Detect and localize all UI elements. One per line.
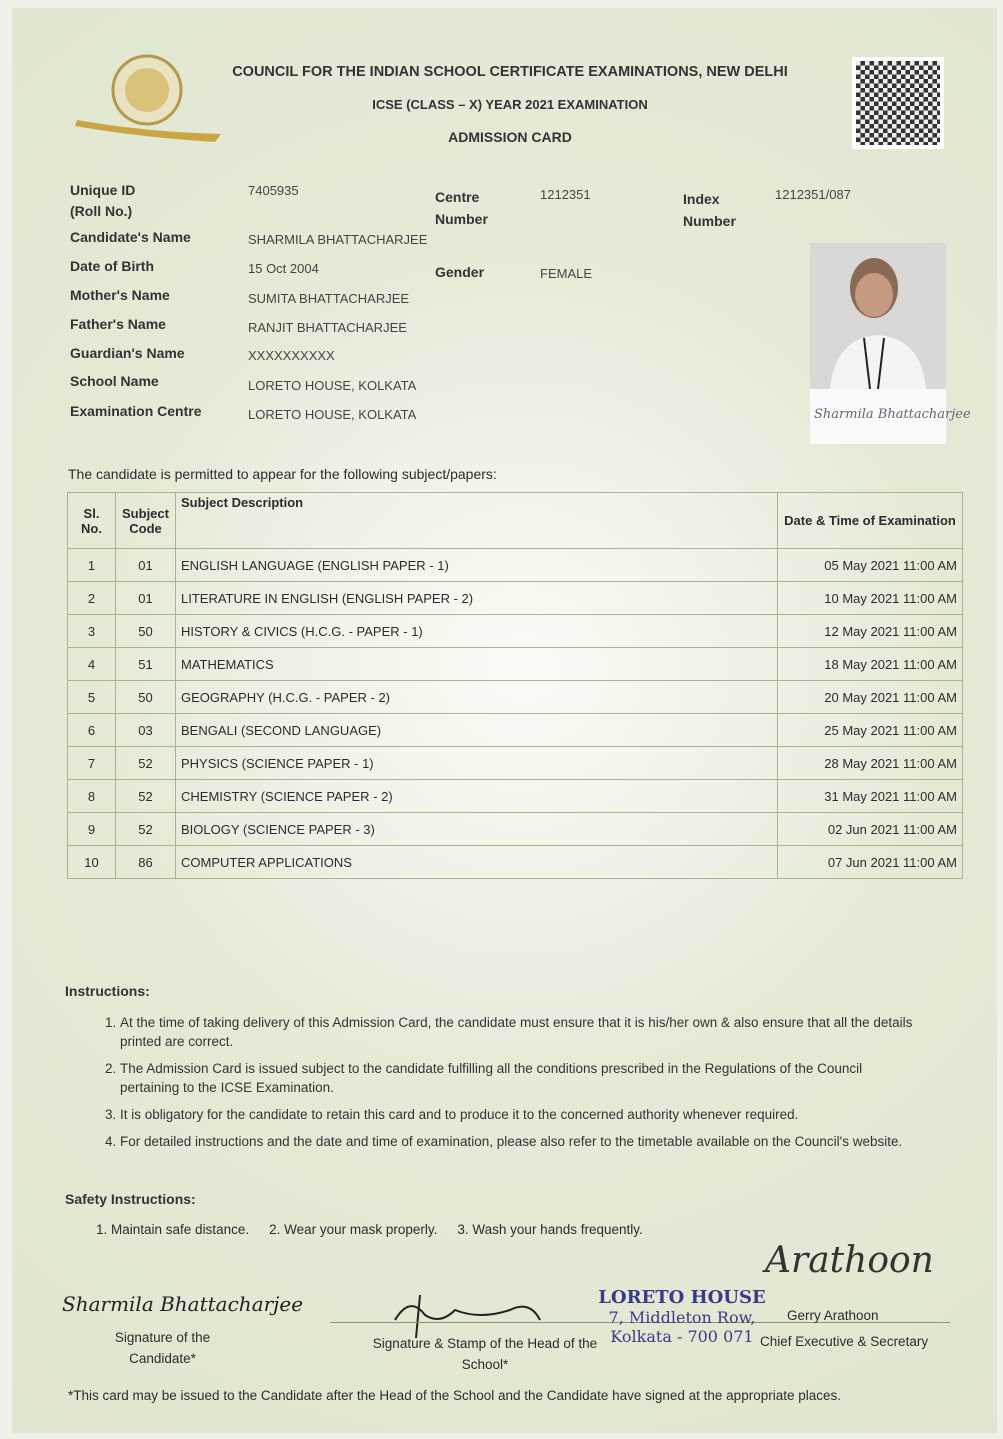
- school-label: School Name: [70, 373, 159, 389]
- council-name: COUNCIL FOR THE INDIAN SCHOOL CERTIFICATE EXAMINATIONS, NEW DELHI: [232, 64, 788, 80]
- cell-description: COMPUTER APPLICATIONS: [176, 846, 778, 879]
- cell-description: BIOLOGY (SCIENCE PAPER - 3): [176, 813, 778, 846]
- cell-code: 51: [116, 648, 176, 681]
- secretary-title: Chief Executive & Secretary: [760, 1334, 929, 1349]
- guardian-value: XXXXXXXXXX: [248, 348, 335, 363]
- cell-date: 25 May 2021 11:00 AM: [778, 714, 963, 747]
- safety-title: Safety Instructions:: [65, 1191, 196, 1207]
- exam-title: ICSE (CLASS – X) YEAR 2021 EXAMINATION: [372, 97, 648, 112]
- cell-description: ENGLISH LANGUAGE (ENGLISH PAPER - 1): [176, 549, 778, 582]
- cell-sl: 3: [68, 615, 116, 648]
- cell-code: 50: [116, 615, 176, 648]
- table-row: [68, 681, 963, 714]
- index-label: Index Number: [683, 191, 736, 229]
- cell-description: MATHEMATICS: [176, 648, 778, 681]
- instruction-item: 3. It is obligatory for the candidate to retain this card and to produce it to the concerned authority whenever required.: [120, 1105, 920, 1124]
- candidate-signature-label: Signature of the Candidate*: [114, 1330, 211, 1366]
- cell-sl: 7: [68, 747, 116, 780]
- table-row: [68, 780, 963, 813]
- cell-date: 18 May 2021 11:00 AM: [778, 648, 963, 681]
- table-row: [68, 648, 963, 681]
- cell-description: CHEMISTRY (SCIENCE PAPER - 2): [176, 780, 778, 813]
- cell-sl: 4: [68, 648, 116, 681]
- header-sl: Sl. No.: [68, 493, 116, 549]
- index-value: 1212351/087: [775, 187, 851, 202]
- instruction-item: 2. The Admission Card is issued subject to the candidate fulfilling all the conditions prescribed in the Regulations of the Council pertaining to the ICSE Examination.: [120, 1059, 920, 1097]
- safety-item: 2. Wear your mask properly.: [269, 1222, 438, 1237]
- instructions-title: Instructions:: [65, 983, 150, 999]
- cell-code: 01: [116, 549, 176, 582]
- dob-value: 15 Oct 2004: [248, 261, 319, 276]
- exam-centre-label: Examination Centre: [70, 403, 202, 419]
- cell-sl: 2: [68, 582, 116, 615]
- header-description: Subject Description: [176, 493, 778, 549]
- cell-sl: 8: [68, 780, 116, 813]
- table-row: [68, 747, 963, 780]
- cell-description: BENGALI (SECOND LANGUAGE): [176, 714, 778, 747]
- father-value: RANJIT BHATTACHARJEE: [248, 320, 407, 335]
- subjects-table: [67, 492, 963, 879]
- gender-value: FEMALE: [540, 266, 593, 281]
- cell-date: 05 May 2021 11:00 AM: [778, 549, 963, 582]
- card-title: ADMISSION CARD: [448, 129, 572, 145]
- safety-item: 1. Maintain safe distance.: [96, 1222, 250, 1237]
- mother-label: Mother's Name: [70, 287, 170, 303]
- cell-sl: 5: [68, 681, 116, 714]
- safety-list: [96, 1222, 643, 1237]
- footnote: *This card may be issued to the Candidate after the Head of the School and the Candidate have signed at the appropriate places.: [68, 1388, 842, 1403]
- school-value: LORETO HOUSE, KOLKATA: [248, 378, 417, 393]
- cell-code: 52: [116, 747, 176, 780]
- cell-sl: 6: [68, 714, 116, 747]
- cell-date: 10 May 2021 11:00 AM: [778, 582, 963, 615]
- uid-label: Unique ID (Roll No.): [70, 182, 136, 219]
- table-row: [68, 846, 963, 879]
- school-stamp: LORETO HOUSE 7, Middleton Row, Kolkata - 700 071: [598, 1287, 766, 1346]
- cell-code: 50: [116, 681, 176, 714]
- cell-date: 28 May 2021 11:00 AM: [778, 747, 963, 780]
- cell-date: 07 Jun 2021 11:00 AM: [778, 846, 963, 879]
- cell-description: GEOGRAPHY (H.C.G. - PAPER - 2): [176, 681, 778, 714]
- cell-code: 03: [116, 714, 176, 747]
- cell-date: 31 May 2021 11:00 AM: [778, 780, 963, 813]
- father-label: Father's Name: [70, 316, 166, 332]
- cell-code: 01: [116, 582, 176, 615]
- permitted-text: The candidate is permitted to appear for the following subject/papers:: [68, 466, 497, 482]
- table-row: [68, 549, 963, 582]
- cell-code: 52: [116, 780, 176, 813]
- gender-label: Gender: [435, 264, 485, 280]
- uid-value: 7405935: [248, 183, 299, 198]
- instructions-list: [120, 1013, 920, 1151]
- instruction-item: 4. For detailed instructions and the date and time of examination, please also refer to the timetable available on the Council's website.: [120, 1132, 920, 1151]
- table-row: [68, 714, 963, 747]
- cell-date: 12 May 2021 11:00 AM: [778, 615, 963, 648]
- name-value: SHARMILA BHATTACHARJEE: [248, 232, 428, 247]
- cell-description: HISTORY & CIVICS (H.C.G. - PAPER - 1): [176, 615, 778, 648]
- cell-sl: 9: [68, 813, 116, 846]
- candidate-photo: [810, 243, 946, 389]
- cell-sl: 1: [68, 549, 116, 582]
- candidate-signature: Sharmila Bhattacharjee: [62, 1292, 304, 1316]
- guardian-label: Guardian's Name: [70, 345, 185, 361]
- cell-description: PHYSICS (SCIENCE PAPER - 1): [176, 747, 778, 780]
- table-row: [68, 615, 963, 648]
- exam-centre-value: LORETO HOUSE, KOLKATA: [248, 407, 417, 422]
- dob-label: Date of Birth: [70, 258, 154, 274]
- table-row: [68, 813, 963, 846]
- instruction-item: 1. At the time of taking delivery of this Admission Card, the candidate must ensure that it is his/her own & also ensure that all the details printed are correct.: [120, 1013, 920, 1051]
- cell-code: 52: [116, 813, 176, 846]
- mother-value: SUMITA BHATTACHARJEE: [248, 291, 410, 306]
- cell-date: 02 Jun 2021 11:00 AM: [778, 813, 963, 846]
- safety-item: 3. Wash your hands frequently.: [457, 1222, 643, 1237]
- cell-sl: 10: [68, 846, 116, 879]
- secretary-name: Gerry Arathoon: [787, 1308, 879, 1323]
- photo-signature: Sharmila Bhattacharjee: [810, 389, 946, 444]
- centre-value: 1212351: [540, 187, 591, 202]
- header-date: Date & Time of Examination: [778, 493, 963, 549]
- centre-label: Centre Number: [435, 189, 488, 227]
- header-code: Subject Code: [116, 493, 176, 549]
- secretary-signature: Arathoon: [765, 1240, 934, 1281]
- table-row: [68, 582, 963, 615]
- cell-code: 86: [116, 846, 176, 879]
- head-signature-label: Signature & Stamp of the Head of the School*: [372, 1336, 598, 1372]
- cell-date: 20 May 2021 11:00 AM: [778, 681, 963, 714]
- name-label: Candidate's Name: [70, 229, 191, 245]
- cell-description: LITERATURE IN ENGLISH (ENGLISH PAPER - 2): [176, 582, 778, 615]
- qr-code: [852, 57, 944, 149]
